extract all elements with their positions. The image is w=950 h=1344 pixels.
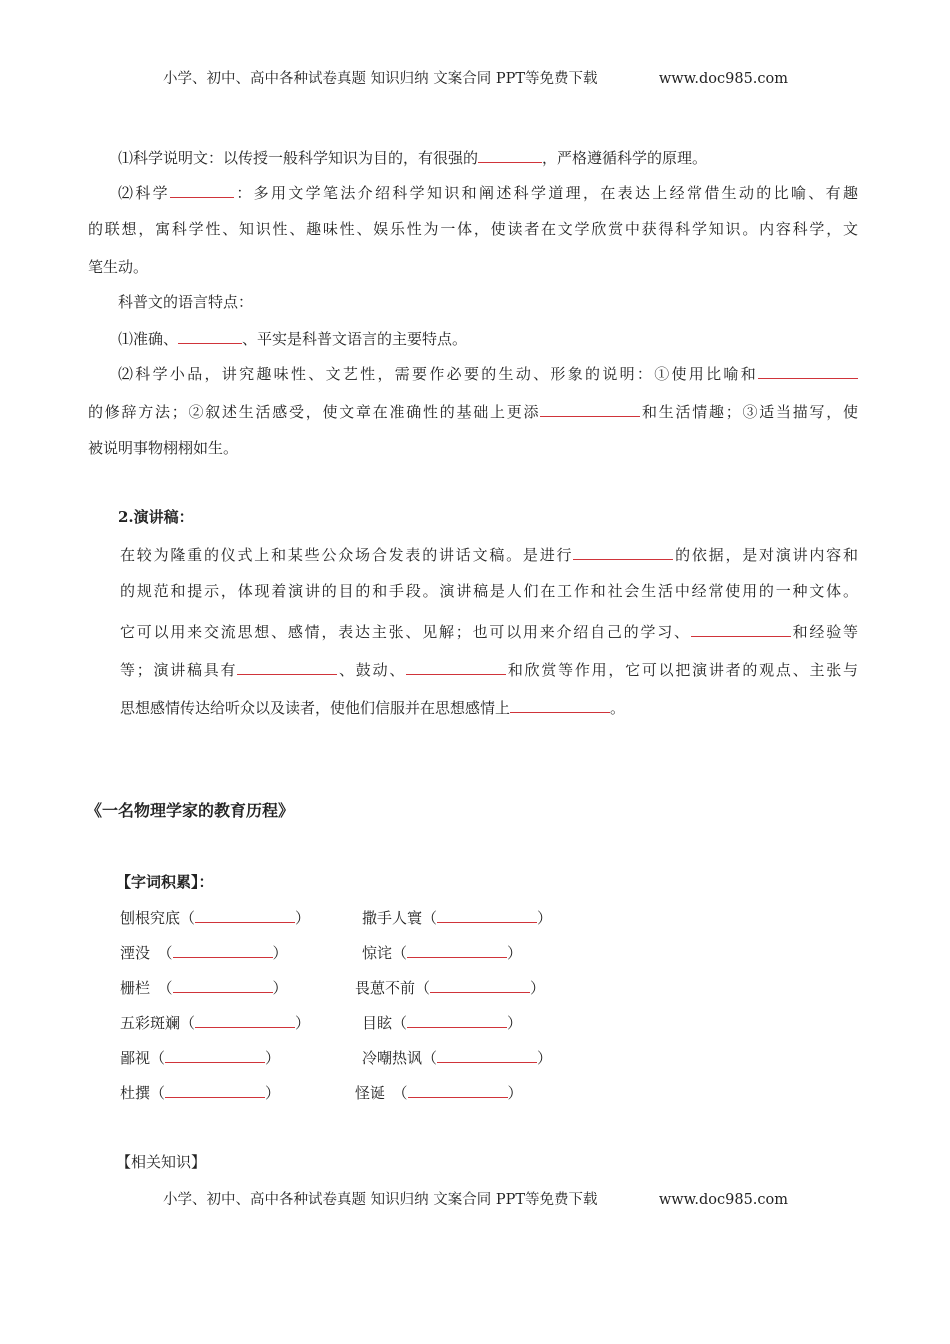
- text-segment: 的规范和提示，体现着演讲的目的和手段。演讲稿是人们在工作和社会生活中经常使用的一种文体。: [120, 582, 858, 600]
- footer-text: 小学、初中、高中各种试卷真题 知识归纳 文案合同 PPT等免费下载: [163, 1192, 598, 1208]
- footer-site: www.doc985.com: [658, 1192, 788, 1208]
- text-line: [88, 400, 858, 422]
- text-segment: 笔生动。: [88, 258, 149, 276]
- vocab-word: 五彩斑斓（: [120, 1014, 196, 1032]
- text-line: [88, 219, 858, 239]
- text-segment: 它可以用来交流思想、感情，表达主张、见解；也可以用来介绍自己的学习、: [120, 623, 691, 641]
- text-line: [120, 658, 858, 680]
- pinyin-blank[interactable]: [408, 1082, 508, 1098]
- text-segment: ⑵科学: [118, 184, 170, 202]
- fill-in-blank[interactable]: [178, 327, 242, 344]
- vocab-item: [120, 977, 288, 998]
- fill-in-blank[interactable]: [478, 146, 542, 163]
- section2-heading: 2.演讲稿：: [118, 508, 194, 526]
- text-segment: 和经验等: [790, 623, 858, 641]
- text-segment: 、鼓动、: [337, 661, 407, 679]
- text-line: [88, 257, 148, 277]
- text-segment: 的依据，是对演讲内容和: [673, 546, 858, 564]
- pinyin-blank[interactable]: [195, 907, 295, 923]
- vocab-item: [355, 977, 545, 998]
- text-line: [120, 696, 625, 718]
- text-segment: 被说明事物栩栩如生。: [88, 439, 239, 457]
- close-paren: ）: [537, 909, 553, 927]
- text-segment: 和欣赏等作用，它可以把演讲者的观点、主张与: [506, 661, 858, 679]
- vocab-item: [120, 1047, 280, 1068]
- related-heading: 【相关知识】: [116, 1153, 207, 1171]
- vocab-word: 刨根究底（: [120, 909, 196, 927]
- fill-in-blank[interactable]: [758, 362, 858, 379]
- close-paren: ）: [295, 909, 311, 927]
- close-paren: ）: [507, 944, 523, 962]
- text-line: [118, 146, 707, 168]
- text-segment: ⑴科学说明文：以传授一般科学知识为目的，有很强的: [118, 149, 479, 167]
- pinyin-blank[interactable]: [173, 942, 273, 958]
- text-line: [118, 362, 858, 384]
- fill-in-blank[interactable]: [237, 658, 337, 675]
- text-line: [118, 292, 253, 312]
- vocab-item: [362, 942, 522, 963]
- text-line: [120, 620, 858, 642]
- pinyin-blank[interactable]: [173, 977, 273, 993]
- text-segment: 在较为隆重的仪式上和某些公众场合发表的讲话文稿。是进行: [120, 546, 574, 564]
- close-paren: ）: [295, 1014, 311, 1032]
- fill-in-blank[interactable]: [406, 658, 506, 675]
- text-segment: 。: [610, 699, 626, 717]
- fill-in-blank[interactable]: [540, 400, 640, 417]
- text-segment: 和生活情趣；③适当描写，使: [640, 403, 858, 421]
- close-paren: ）: [530, 979, 546, 997]
- vocab-item: [355, 1082, 523, 1103]
- pinyin-blank[interactable]: [407, 942, 507, 958]
- fill-in-blank[interactable]: [510, 696, 610, 713]
- close-paren: ）: [265, 1049, 281, 1067]
- page-header: [163, 69, 788, 89]
- vocab-word: 撒手人寰（: [362, 909, 438, 927]
- fill-in-blank[interactable]: [573, 543, 673, 560]
- text-segment: ⑵科学小品，讲究趣味性、文艺性，需要作必要的生动、形象的说明：①使用比喻和: [118, 365, 758, 383]
- page-footer: [163, 1190, 788, 1210]
- close-paren: ）: [265, 1084, 281, 1102]
- text-segment: 等；演讲稿具有: [120, 661, 238, 679]
- vocab-item: [120, 942, 288, 963]
- text-segment: ，严格遵循科学的原理。: [542, 149, 708, 167]
- vocab-item: [120, 1082, 280, 1103]
- close-paren: ）: [537, 1049, 553, 1067]
- close-paren: ）: [272, 944, 288, 962]
- vocab-item: [120, 907, 310, 928]
- text-segment: 的修辞方法；②叙述生活感受，使文章在准确性的基础上更添: [88, 403, 541, 421]
- vocab-item: [120, 1012, 310, 1033]
- text-line: [120, 543, 858, 565]
- vocab-word: 怪诞 （: [355, 1084, 408, 1102]
- vocab-word: 目眩（: [362, 1014, 408, 1032]
- pinyin-blank[interactable]: [407, 1012, 507, 1028]
- header-text: 小学、初中、高中各种试卷真题 知识归纳 文案合同 PPT等免费下载: [163, 71, 598, 87]
- close-paren: ）: [507, 1084, 523, 1102]
- pinyin-blank[interactable]: [430, 977, 530, 993]
- text-segment: 的联想，寓科学性、知识性、趣味性、娱乐性为一体，使读者在文学欣赏中获得科学知识。内容科学，文: [88, 220, 858, 238]
- text-line: [88, 438, 238, 458]
- close-paren: ）: [507, 1014, 523, 1032]
- pinyin-blank[interactable]: [437, 1047, 537, 1063]
- text-line: [120, 581, 858, 601]
- vocab-word: 杜撰（: [120, 1084, 166, 1102]
- pinyin-blank[interactable]: [165, 1082, 265, 1098]
- header-site: www.doc985.com: [658, 71, 788, 87]
- text-segment: 思想感情传达给听众以及读者，使他们信服并在思想感情上: [120, 699, 511, 717]
- vocab-word: 畏葸不前（: [355, 979, 431, 997]
- vocab-item: [362, 907, 552, 928]
- lesson-title: 《一名物理学家的教育历程》: [86, 801, 295, 820]
- vocab-word: 栅栏 （: [120, 979, 173, 997]
- vocab-heading: 【字词积累】：: [116, 873, 214, 891]
- pinyin-blank[interactable]: [437, 907, 537, 923]
- text-segment: ⑴准确、: [118, 330, 179, 348]
- fill-in-blank[interactable]: [170, 181, 234, 198]
- vocab-word: 惊诧（: [362, 944, 408, 962]
- text-segment: 、平实是科普文语言的主要特点。: [242, 330, 468, 348]
- fill-in-blank[interactable]: [691, 620, 791, 637]
- text-segment: ：多用文学笔法介绍科学知识和阐述科学道理，在表达上经常借生动的比喻、有趣: [234, 184, 858, 202]
- close-paren: ）: [272, 979, 288, 997]
- vocab-word: 湮没 （: [120, 944, 173, 962]
- pinyin-blank[interactable]: [165, 1047, 265, 1063]
- vocab-word: 鄙视（: [120, 1049, 166, 1067]
- text-line: [118, 181, 858, 203]
- text-segment: 科普文的语言特点：: [118, 293, 254, 311]
- text-line: [118, 327, 467, 349]
- vocab-word: 冷嘲热讽（: [362, 1049, 438, 1067]
- vocab-item: [362, 1012, 522, 1033]
- pinyin-blank[interactable]: [195, 1012, 295, 1028]
- vocab-item: [362, 1047, 552, 1068]
